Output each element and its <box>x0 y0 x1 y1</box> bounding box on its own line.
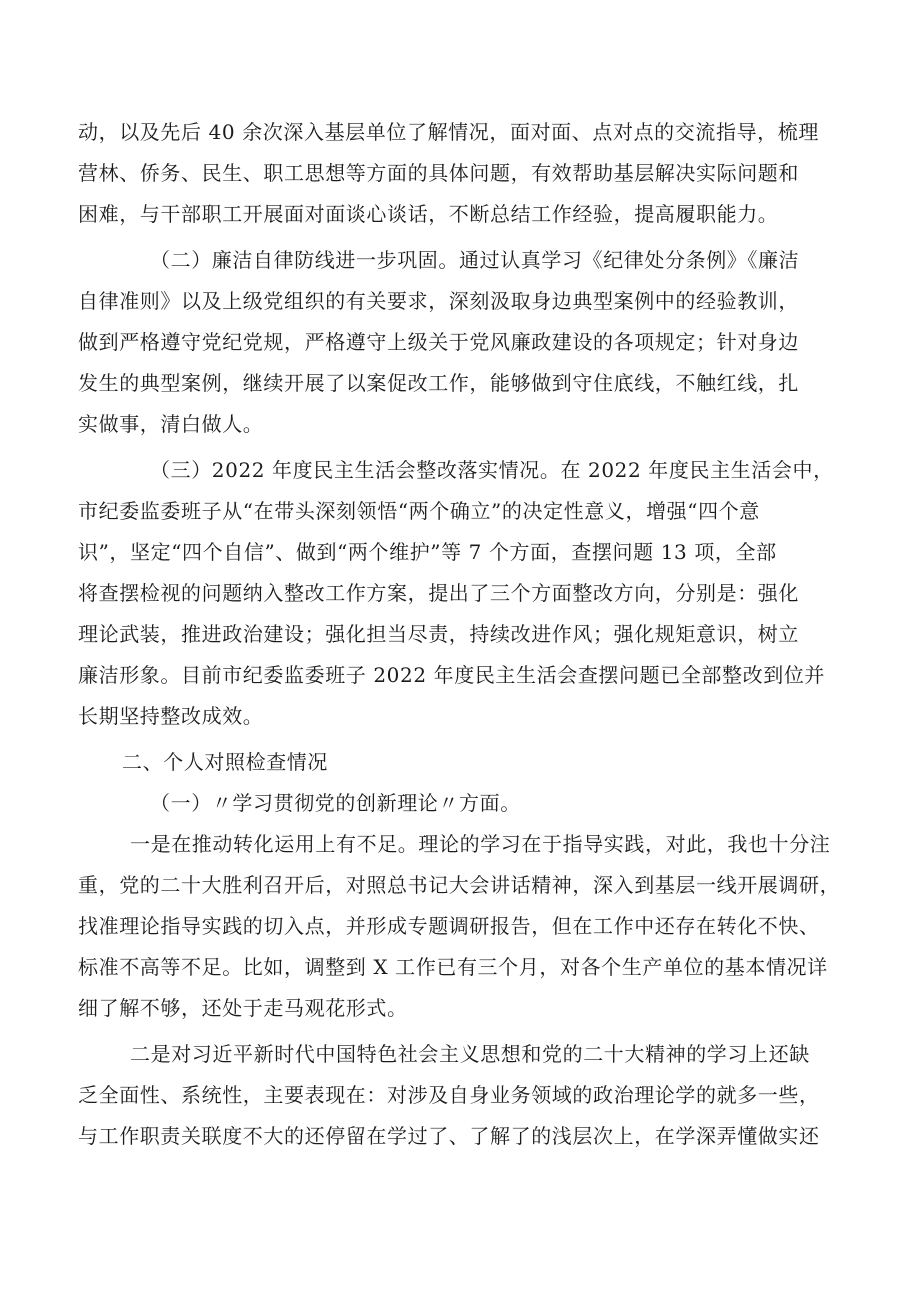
text-line: 长期坚持整改成效。 <box>78 704 264 728</box>
text-line: 实做事，清白做人。 <box>78 412 264 436</box>
text-line: 细了解不够，还处于走马观花形式。 <box>78 996 408 1020</box>
text-line: 营林、侨务、民生、职工思想等方面的具体问题，有效帮助基层解决实际问题和 <box>78 161 799 185</box>
text-line: （二）廉洁自律防线进一步巩固。通过认真学习《纪律处分条例》《廉洁 <box>150 248 800 272</box>
text-line: 与工作职责关联度不大的还停留在学过了、了解了的浅层次上，在学深弄懂做实还 <box>78 1124 820 1148</box>
paragraph <box>78 1034 858 1157</box>
text-line: 困难，与干部职工开展面对面谈心谈话，不断总结工作经验，提高履职能力。 <box>78 202 779 226</box>
text-line: 自律准则》以及上级党组织的有关要求，深刻汲取身边典型案例中的经验教训， <box>78 289 799 313</box>
text-line: 市纪委监委班子从“在带头深刻领悟“两个确立”的决定性意义，增强“四个意 <box>78 499 760 523</box>
text-line: 动，以及先后 40 余次深入基层单位了解情况，面对面、点对点的交流指导，梳理 <box>78 120 819 144</box>
text-line: 标准不高等不足。比如，调整到 X 工作已有三个月，对各个生产单位的基本情况详 <box>78 955 828 979</box>
text-line: 一是在推动转化运用上有不足。理论的学习在于指导实践，对此，我也十分注 <box>130 832 831 856</box>
subheading-text: （一）〃学习贯彻党的创新理论〃方面。 <box>150 791 521 815</box>
text-line: 做到严格遵守党纪党规，严格遵守上级关于党风廉政建设的各项规定；针对身边 <box>78 330 799 354</box>
text-line: （三）2022 年度民主生活会整改落实情况。在 2022 年度民主生活会中， <box>150 458 834 482</box>
paragraph <box>78 450 858 737</box>
text-line: 将查摆检视的问题纳入整改工作方案，提出了三个方面整改方向，分别是：强化 <box>78 581 799 605</box>
heading-text: 二、个人对照检查情况 <box>122 750 328 774</box>
text-line: 找准理论指导实践的切入点，并形成专题调研报告，但在工作中还存在转化不快、 <box>78 914 820 938</box>
text-line: 二是对习近平新时代中国特色社会主义思想和党的二十大精神的学习上还缺 <box>130 1042 810 1066</box>
section-heading <box>78 742 858 783</box>
text-line: 廉洁形象。目前市纪委监委班子 2022 年度民主生活会查摆问题已全部整改到位并 <box>78 663 826 687</box>
document-body <box>78 112 858 1157</box>
paragraph <box>78 824 858 1029</box>
paragraph <box>78 240 858 445</box>
text-line: 重，党的二十大胜利召开后，对照总书记大会讲话精神，深入到基层一线开展调研， <box>78 873 841 897</box>
paragraph <box>78 112 858 235</box>
text-line: 发生的典型案例，继续开展了以案促改工作，能够做到守住底线，不触红线，扎 <box>78 371 799 395</box>
text-line: 识”，坚定“四个自信”、做到“两个维护”等 7 个方面，查摆问题 13 项，全部 <box>78 540 777 564</box>
text-line: 乏全面性、系统性，主要表现在：对涉及自身业务领域的政治理论学的就多一些， <box>78 1083 820 1107</box>
text-line: 理论武装，推进政治建设；强化担当尽责，持续改进作风；强化规矩意识，树立 <box>78 622 799 646</box>
subsection-heading <box>78 783 858 824</box>
